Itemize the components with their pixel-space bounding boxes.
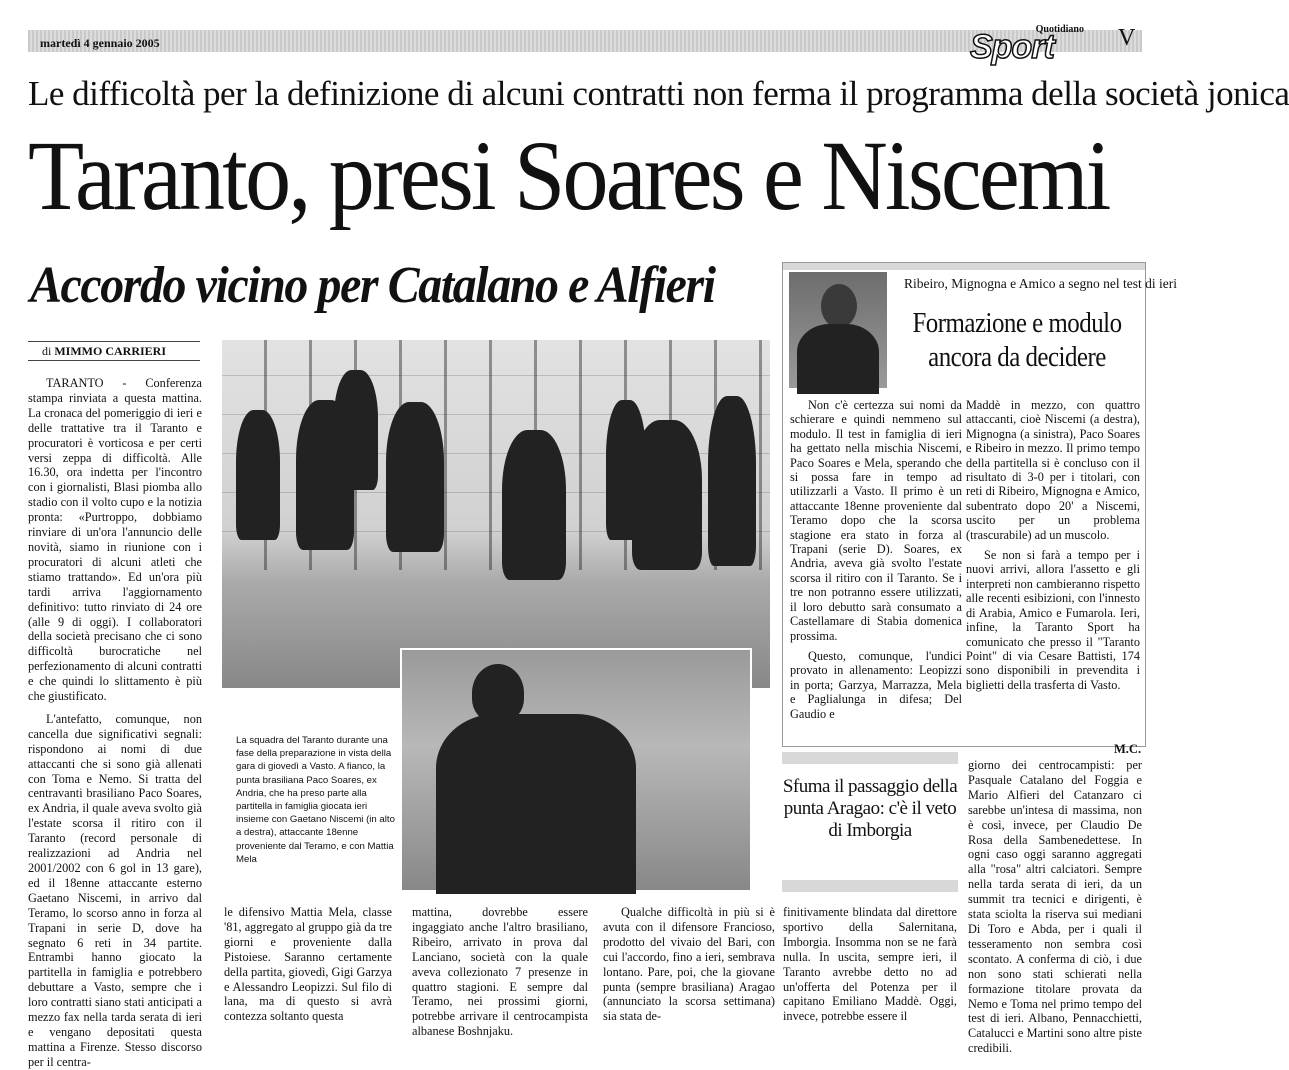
paragraph: le difensivo Mattia Mela, classe '81, aggregato al gruppo già da tre giorni e proveniente dalla Pistoiese. Saranno certamente della partita, giovedì, Gigi Garzya e Alessandro Leopizzi. Sul filo di lana, ma di questo si avrà contezza soltanto questa: [224, 905, 392, 1024]
player-portrait: [789, 272, 887, 388]
byline-author: MIMMO CARRIERI: [54, 344, 166, 358]
portrait-body: [797, 324, 879, 394]
player-figure: [502, 430, 566, 580]
player-figure: [436, 714, 636, 894]
article-column-3: [412, 905, 588, 1039]
paragraph: finitivamente blindata dal direttore sportivo della Salernitana, Imborgia. Insomma non se ne farà nulla. In uscita, sempre ieri, il Taranto avrebbe detto no ad un'offerta del Potenza per il capitano Emiliano Maddè. Oggi, invece, potrebbe essere il: [783, 905, 957, 1024]
byline: [28, 341, 200, 361]
byline-prefix: di: [42, 344, 52, 358]
box-column-2: [966, 398, 1140, 692]
article-column-2: [224, 905, 392, 1024]
logo-word: Sport: [970, 28, 1054, 66]
sport-logo: [968, 22, 1090, 66]
player-figure: [632, 420, 702, 570]
box-column-1: [790, 398, 962, 721]
article-kicker: Le difficoltà per la definizione di alcuni contratti non ferma il programma della società jonica: [28, 74, 1289, 113]
paragraph: Qualche difficoltà in più si è avuta con il difensore Francioso, prodotto del vivaio del Bari, con cui l'accordo, fino a ieri, sembrava lontano. Pare, poi, che la giovane punta (sempre brasiliana) Aragao (annunciato la scorsa settimana) sia stata de-: [603, 905, 775, 1024]
paragraph: giorno dei centrocampisti: per Pasquale Catalano del Foggia e Mario Alfieri del Catanzaro ci sarebbe un'intesa di massima, non è così, invece, per Claudio De Rosa della Sambenedettese. In ogni caso oggi saranno aggregati alla "rosa" altri calciatori. Sempre nella tarda serata di ieri, da un summit tra tecnici e dirigenti, è stata sciolta la riserva sui mediani Di Toro e Abda, per i quali il tesseramento non sembra così scontato. A conferma di ciò, i due non sono stati schierati nella formazione titolare provata da Nemo e Toma nel primo tempo del test di ieri. Albano, Pennacchietti, Catalucci e Martini sono altre piste credibili.: [968, 758, 1142, 1056]
player-figure: [236, 410, 280, 540]
paragraph: TARANTO - Conferenza stampa rinviata a questa mattina. La cronaca del pomeriggio di ieri e delle trattative tra il Taranto e procuratori è vorticosa e per certi versi zeppa di difficoltà. Alle 16.30, ora indetta per l'incontro con i giornalisti, Blasi piomba allo stadio con il volto cupo e la notizia pronta: «Purtroppo, dobbiamo rinviare di un'ora l'annuncio delle novità, siamo in riunione con i procuratori di alcuni atleti che stiamo trattando». Ed un'ora più tardi arriva l'aggiornamento definitivo: tutto rinviato di 24 ore (alle 9 di oggi). I collaboratori della società precisano che ci sono difficoltà burocratiche nel perfezionamento di alcuni contratti e che quindi lo slittamento è più che giustificato.: [28, 376, 202, 704]
box-title: Formazione e modulo ancora da decidere: [912, 307, 1122, 373]
article-subhead: Accordo vicino per Catalano e Alfieri: [30, 257, 715, 314]
issue-date: martedì 4 gennaio 2005: [40, 36, 160, 50]
team-training-photo: [222, 340, 770, 688]
paragraph: mattina, dovrebbe essere ingaggiato anche l'altro brasiliano, Ribeiro, arrivato in prova dal Lanciano, società con la quale aveva collezionato 7 presenze in quattro stagioni. E sempre dal Teramo, nei prossimi giorni, potrebbe arrivare il centrocampista albanese Boshnjaku.: [412, 905, 588, 1039]
paragraph: Questo, comunque, l'undici provato in allenamento: Leopizzi in porta; Garzya, Marrazza, Mela e Paglialunga in difesa; Del Gaudio e: [790, 648, 962, 721]
page-number: V: [1118, 25, 1136, 51]
box-signature: M.C.: [1114, 742, 1142, 756]
player-figure: [708, 396, 756, 566]
article-column-5: [783, 905, 957, 1024]
paragraph: Maddè in mezzo, con quattro attaccanti, cioè Niscemi (a destra), Mignogna (a sinistra), Paco Soares e Ribeiro in mezzo. Il primo tempo della partitella si è concluso con il risultato di 3-0 per i titolari, con reti di Ribeiro, Mignogna e Amico, subentrato dopo 20' a Niscemi, uscito per un problema (trascurabile) ad un muscolo.: [966, 398, 1140, 542]
logo-small-text: Quotidiano: [1035, 24, 1084, 35]
soares-photo: [400, 648, 752, 892]
player-figure: [386, 402, 444, 552]
aragao-box-title: Sfuma il passaggio della punta Aragao: c'è il veto di Imborgia: [782, 776, 958, 841]
paragraph: L'antefatto, comunque, non cancella due significativi segnali: rispondono ai nomi di due attaccanti che si sono già allenati con Toma e Nemo. Si tratta del centravanti brasiliano Paco Soares, ex Andria, il quale aveva svolto già l'estate scorsa il ritiro con il Taranto (record personale di realizzazioni ad Andria nel 2001/2002 con 6 gol in 13 gare), ed il 18enne attaccante esterno Gaetano Niscemi, in arrivo dal Teramo, lo scorso anno in forza al Trapani in serie D, dove ha segnato 6 reti in 34 partite. Entrambi hanno giocato la partitella in famiglia e potrebbero debuttare a Vasto, sempre che i loro contratti siano stati anticipati a mezzo fax nella tarda serata di ieri e vengano depositati questa mattina a Firenze. Stesso discorso per il centra-: [28, 711, 202, 1069]
article-column-6: [968, 758, 1142, 1056]
article-column-4: [603, 905, 775, 1024]
portrait-head: [821, 284, 857, 328]
article-column-1: [28, 376, 202, 1070]
player-figure: [334, 370, 378, 490]
box-kicker: Ribeiro, Mignogna e Amico a segno nel test di ieri: [904, 276, 1177, 291]
paragraph: Se non si farà a tempo per i nuovi arrivi, allora l'assetto e gli interpreti non cambieranno rispetto alle recenti esibizioni, con l'innesto di Arabia, Amico e Fumarola. Ieri, infine, la Taranto Sport ha comunicato che presso il "Taranto Point" di via Cesare Battisti, 174 sono disponibili in prevendita i biglietti della trasferta di Vasto.: [966, 548, 1140, 692]
article-headline: Taranto, presi Soares e Niscemi: [28, 120, 1109, 231]
photo-caption: La squadra del Taranto durante una fase della preparazione in vista della gara di giovedì a Vasto. A fianco, la punta brasiliana Paco Soares, ex Andria, che ha preso parte alla partitella in famiglia giocata ieri insieme con Gaetano Niscemi (in alto a destra), attaccante 18enne proveniente dal Teramo, e con Mattia Mela: [236, 735, 395, 865]
paragraph: Non c'è certezza sui nomi da schierare e quindi nemmeno sul modulo. Il test in famiglia di ieri ha gettato nella mischia Niscemi, Paco Soares e Mela, sperando che si possa fare in tempo ad utilizzarli a Vasto. Il primo è un attaccante 18enne proveniente dal Teramo dopo che la scorsa stagione era stato in forza al Trapani (serie D). Soares, ex Andria, aveva già svolto l'estate scorsa il ritiro con il Taranto. Se i tre non potranno essere utilizzati, il loro debutto sarà consumato a Castellamare di Stabia domenica prossima.: [790, 398, 962, 643]
box-rule: [782, 880, 958, 892]
